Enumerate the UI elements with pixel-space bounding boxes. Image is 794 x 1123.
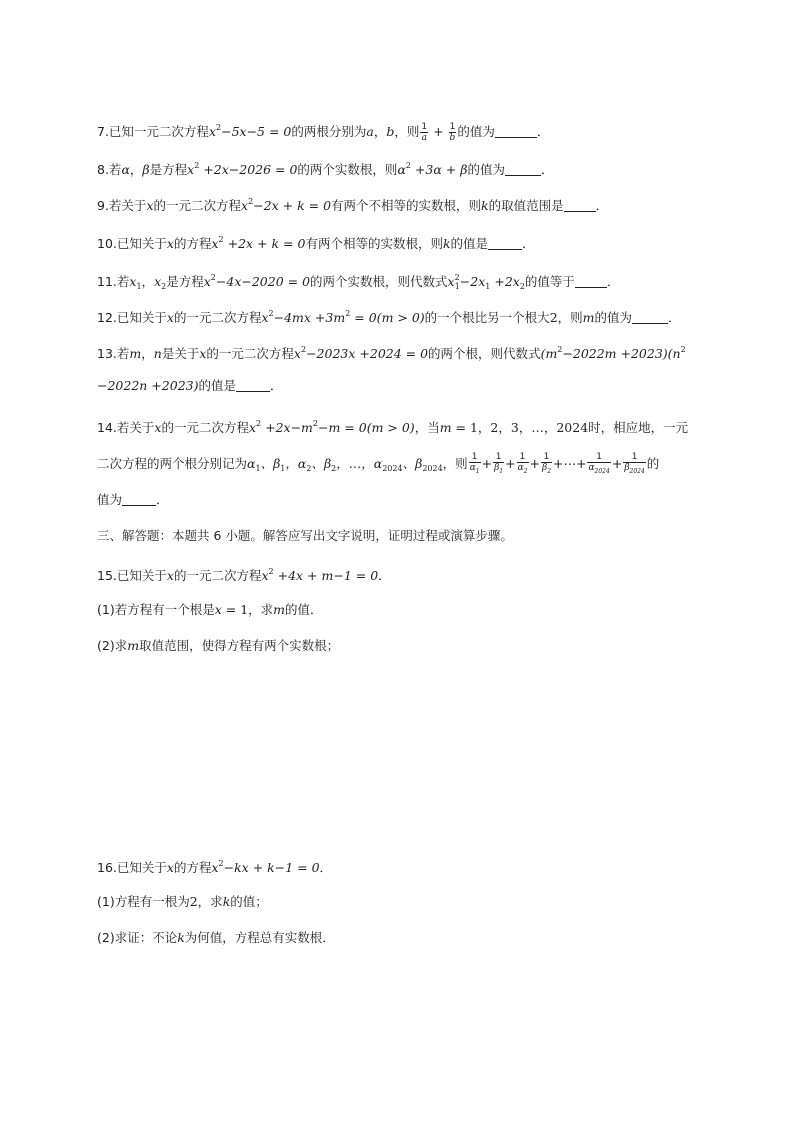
q7-equation: $x^2-5x-5 = 0$ xyxy=(208,123,292,139)
q11-end: ． xyxy=(606,274,620,289)
q8-text-c: 的两个实数根，则 xyxy=(297,162,398,177)
q14-sum-expression: $\frac{1}{\alpha_1}$ + $\frac{1}{\beta_1}$ + $\frac{1}{\alpha_2}$ + $\frac{1}{\beta_2}$ +⋯+ $\frac{1}{\alpha_{2024}}$ + $\frac{1}{\beta_{2024}}$ xyxy=(469,452,645,475)
q7-text-c: ，则 xyxy=(394,124,420,139)
question-11: 11.若$x_1$，$x_2$是方程$x^2-4x-2020 = 0$的两个实数根，则代数式$x^2_1-2x_1 +2x_2$的值等于 ． xyxy=(97,273,620,291)
q15-text-a: 15.已知关于 xyxy=(97,568,167,583)
q10-answer-blank[interactable] xyxy=(488,237,522,250)
q12-text-d: ，则 xyxy=(557,310,583,325)
q8-text-d: 的值为 xyxy=(467,162,505,177)
q14-answer-blank[interactable] xyxy=(122,493,156,506)
q10-equation: $x^2 +2x + k = 0$ xyxy=(211,235,306,251)
q10-text-d: 的值是 xyxy=(450,236,489,251)
q15-p2-text-b: 取值范围，使得方程有两个实数根； xyxy=(139,638,340,653)
q7-answer-blank[interactable] xyxy=(495,125,537,138)
section-3-title: 三、解答题：本题共 6 小题。解答应写出文字说明，证明过程或演算步骤。 xyxy=(97,528,513,543)
q14-text-e: 二次方程的两个根分别记为 xyxy=(97,455,248,471)
q8-text-a: 8.若 xyxy=(97,162,122,177)
q8-expression: $\alpha^2 +3\alpha + \beta$ xyxy=(397,161,468,177)
q12-end: ． xyxy=(668,310,681,325)
q10-end: ． xyxy=(522,236,535,251)
question-14: 14.若关于x的一元二次方程$x^2 +2x-m^2-m = 0(m > 0)$，当m = 1，2，3，…，2024时，相应地，一元 xyxy=(97,419,689,435)
q13-equation: $x^2-2023x +2024 = 0$ xyxy=(293,345,429,361)
question-9: 9.若关于x的一元二次方程$x^2-2x + k = 0$有两个不相等的实数根，则k的取值范围是 ． xyxy=(97,197,609,213)
q8-end: ． xyxy=(541,162,554,177)
q14-m-values: m = 1，2，3，…，2024 xyxy=(439,420,589,435)
q9-text-a: 9.若关于 xyxy=(97,198,147,213)
q15-p1-text-a: (1)若方程有一个根是 xyxy=(97,602,215,617)
q15-p2-text-a: (2)求 xyxy=(97,638,128,653)
q7-frac-b: $\frac{1}{b}$ xyxy=(449,122,456,143)
q13-text-c: 的一元二次方程 xyxy=(206,346,294,361)
question-15-part-2: (2)求m取值范围，使得方程有两个实数根； xyxy=(97,638,340,653)
q16-p1-text-c: 的值； xyxy=(230,894,268,909)
q13-text-e: 的值是 xyxy=(198,378,236,393)
q12-text-c: 的一个根比另一个根大 xyxy=(424,310,550,325)
q15-p1-text-c: 的值． xyxy=(285,602,323,617)
question-12: 12.已知关于x的一元二次方程$x^2-4mx +3m^2 = 0(m > 0)$的一个根比另一个根大2，则m的值为 ． xyxy=(97,309,681,325)
q16-equation: $x^2-kx + k-1 = 0$ xyxy=(211,859,320,875)
q16-end: ． xyxy=(319,860,333,875)
q12-text-a: 12.已知关于 xyxy=(97,310,167,325)
q12-answer-blank[interactable] xyxy=(632,311,668,324)
q11-text-d: 的值等于 xyxy=(524,274,575,289)
q9-text-d: 的取值范围是 xyxy=(488,198,564,213)
q11-expression: $x^2_1-2x_1 +2x_2$ xyxy=(447,273,525,291)
q8-answer-blank[interactable] xyxy=(505,163,541,176)
q9-equation: $x^2-2x + k = 0$ xyxy=(241,197,332,213)
question-15-part-1: (1)若方程有一个根是x = 1，求m的值． xyxy=(97,602,323,617)
q13-end: ． xyxy=(270,378,283,393)
q14-text-d: 时，相应地，一元 xyxy=(588,420,689,435)
q12-text-e: 的值为 xyxy=(594,310,633,325)
q16-text-a: 16.已知关于 xyxy=(97,860,167,875)
q8-equation: $x^2 +2x-2026 = 0$ xyxy=(187,161,298,177)
q14-text-c: ，当 xyxy=(414,420,440,435)
question-13: 13.若m，n是关于x的一元二次方程$x^2-2023x +2024 = 0$的两个根，则代数式$(m^2-2022m +2023)(n^2$ xyxy=(97,345,686,361)
q9-answer-blank[interactable] xyxy=(564,199,596,212)
question-10: 10.已知关于x的方程$x^2 +2x + k = 0$有两个相等的实数根，则k的值是 ． xyxy=(97,235,535,251)
q7-end: ． xyxy=(536,124,550,139)
q11-text-a: 11.若 xyxy=(97,274,130,289)
q7-frac-a: $\frac{1}{a}$ xyxy=(421,122,428,143)
q14-text-h: 值为 xyxy=(97,492,123,507)
q16-p1-text-a: (1)方程有一根为 xyxy=(97,894,190,909)
q13-text-d: 的两个根，则代数式 xyxy=(428,346,541,361)
q7-text-b: 的两根分别为 xyxy=(291,124,367,139)
question-13-cont xyxy=(97,376,283,396)
q7-roots: a xyxy=(366,124,374,139)
question-16-part-2: (2)求证：不论k为何值，方程总有实数根． xyxy=(97,930,335,945)
q14-text-g: 的 xyxy=(646,455,660,471)
q11-equation: $x^2-4x-2020 = 0$ xyxy=(203,273,311,289)
q7-text: 7.已知一元二次方程 xyxy=(97,124,209,139)
q13-answer-blank[interactable] xyxy=(236,379,270,392)
q16-text-b: 的方程 xyxy=(173,860,212,875)
q9-end: ． xyxy=(595,198,609,213)
q15-end: ． xyxy=(378,568,391,583)
q14-equation: $x^2 +2x-m^2-m = 0(m > 0)$ xyxy=(248,419,415,435)
q14-text-f: ，则 xyxy=(442,455,468,471)
q16-p2-text-a: (2)求证：不论 xyxy=(97,930,178,945)
q14-end: ． xyxy=(156,492,169,507)
q16-p2-text-b: 为何值，方程总有实数根． xyxy=(184,930,335,945)
question-16-part-1: (1)方程有一根为2，求k的值； xyxy=(97,894,268,909)
q14-text-b: 的一元二次方程 xyxy=(161,420,249,435)
question-16: 16.已知关于x的方程$x^2-kx + k-1 = 0$． xyxy=(97,859,333,875)
q11-text-b: 是方程 xyxy=(166,274,204,289)
q11-text-c: 的两个实数根，则代数式 xyxy=(310,274,448,289)
q8-text-b: 是方程 xyxy=(149,162,188,177)
q10-text-b: 的方程 xyxy=(173,236,212,251)
q7-text-d: 的值为 xyxy=(457,124,495,139)
q12-equation: $x^2-4mx +3m^2 = 0(m > 0)$ xyxy=(261,309,425,325)
q10-text-c: 有两个相等的实数根，则 xyxy=(305,236,443,251)
q15-text-b: 的一元二次方程 xyxy=(173,568,262,583)
q9-text-c: 有两个不相等的实数根，则 xyxy=(331,198,482,213)
q13-expression-part2: −2022n +2023) xyxy=(97,378,199,393)
question-14-cont xyxy=(97,452,659,479)
q13-text-b: 是关于 xyxy=(161,346,200,361)
question-8: 8.若α，β是方程$x^2 +2x-2026 = 0$的两个实数根，则$\alpha^2 +3\alpha + \beta$的值为 ． xyxy=(97,161,554,177)
q10-text-a: 10.已知关于 xyxy=(97,236,167,251)
question-7: 7.已知一元二次方程$x^2-5x-5 = 0$的两根分别为a，b，则 $\frac{1}{a}$ + $\frac{1}{b}$ 的值为 ． xyxy=(97,122,550,143)
q14-roots: $\alpha_1$、$\beta_1$，$\alpha_2$、$\beta_2$，…，$\alpha_{2024}$、$\beta_{2024}$ xyxy=(247,455,443,473)
q15-p1-text-b: ，求 xyxy=(248,602,274,617)
q13-expression-part1: $(m^2-2022m +2023)(n^2$ xyxy=(540,345,686,361)
q15-equation: $x^2 +4x + m-1 = 0$ xyxy=(261,567,379,583)
question-14-cont2 xyxy=(97,490,169,510)
q13-text-a: 13.若 xyxy=(97,346,130,361)
q8-vars: α xyxy=(121,162,130,177)
q16-p1-text-b: ，求 xyxy=(197,894,223,909)
q9-text-b: 的一元二次方程 xyxy=(153,198,242,213)
q11-answer-blank[interactable] xyxy=(575,275,607,288)
q12-text-b: 的一元二次方程 xyxy=(173,310,262,325)
question-15: 15.已知关于x的一元二次方程$x^2 +4x + m-1 = 0$． xyxy=(97,567,391,583)
q14-text-a: 14.若关于 xyxy=(97,420,155,435)
